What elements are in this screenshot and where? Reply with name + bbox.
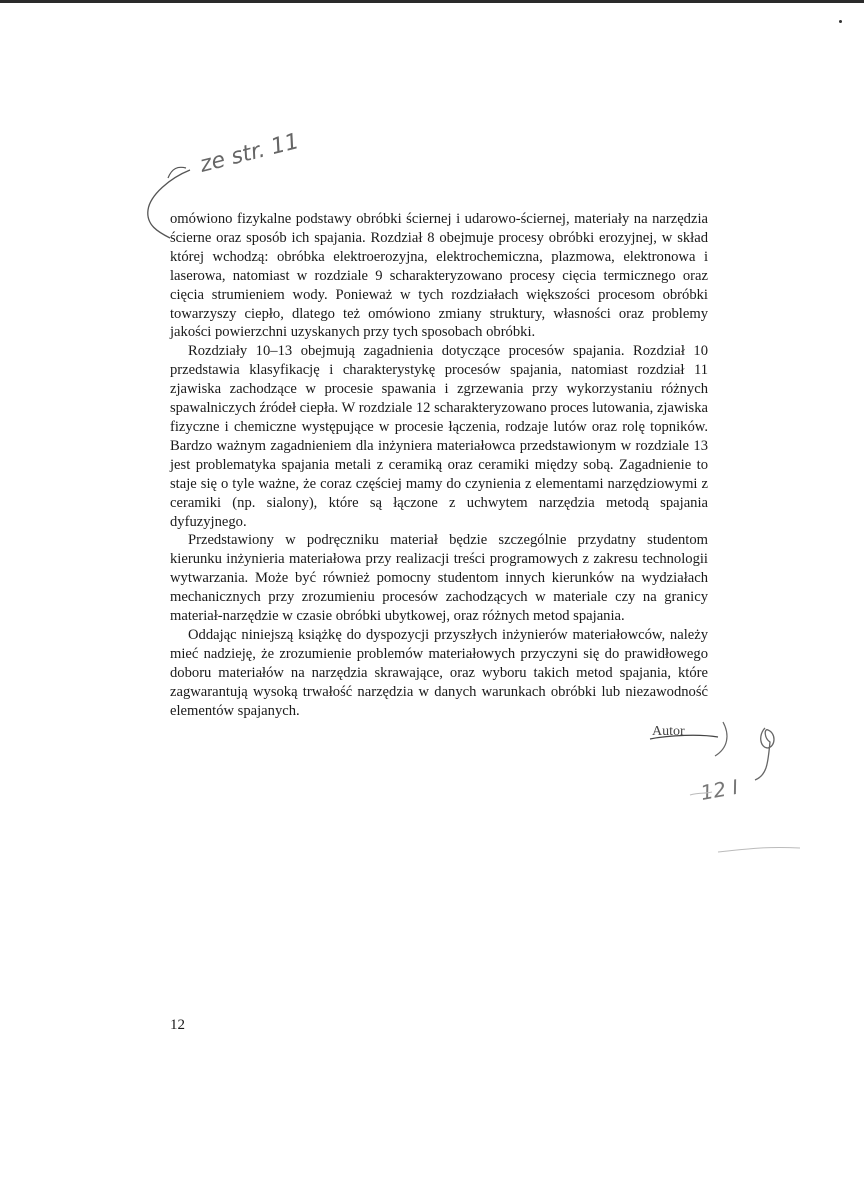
top-handwritten-note: ze str. 11 — [197, 129, 302, 178]
faint-scribble — [690, 792, 800, 852]
scan-speck — [839, 20, 842, 23]
page-number: 12 — [170, 1017, 185, 1033]
signature-loop — [755, 728, 774, 780]
paragraph-3: Przedstawiony w podręczniku materiał będzie szczególnie przydatny studentom kierunku inżynieria materiałowa przy realizacji treści programowych z zakresu technologii wytwarzania. Może być również pomocny studentom innych kierunków na wydziałach mechanicznych przy zrozumieniu procesów zachodzących w materiale czy na granicy materiał-narzędzie w czasie obróbki ubytkowej, oraz różnych metod spajania. — [170, 532, 708, 625]
signature-paren — [715, 722, 727, 756]
signature-note: 12 I — [698, 774, 741, 805]
paragraph-2: Rozdziały 10–13 obejmują zagadnienia dotyczące procesów spajania. Rozdział 10 przedstawia klasyfikację i charakterystykę procesów spajania, natomiast rozdział 11 zjawiska zachodzące w procesie spawania i zgrzewania przy wykorzystaniu różnych spawalniczych źródeł ciepła. W rozdziale 12 scharakteryzowano proces lutowania, zjawiska fizyczne i chemiczne występujące w procesie łączenia, rodzaje lutów oraz rolę topników. Bardzo ważnym zagadnieniem dla inżyniera materiałowca przedstawionym w rozdziale 13 jest problematyka spajania metali z ceramiką oraz ceramiki między sobą. Zagadnienie to staje się o tyle ważne, że coraz częściej mamy do czynienia z elementami narzędziowymi z ceramiki (np. sialony), które są łączone z uchwytem narzędzia metodą spajania dyfuzyjnego. — [170, 343, 708, 530]
paragraph-4: Oddając niniejszą książkę do dyspozycji przyszłych inżynierów materiałowców, należy mieć nadzieję, że zrozumienie problemów materiałowych przyczyni się do prawidłowego doboru materiałów na narzędzia skrawające, oraz wyboru takich metod spajania, które zagwarantują wysoką trwałość narzędzia w danych warunkach obróbki lub niezawodność elementów spajanych. — [170, 626, 708, 719]
margin-bracket-tick — [168, 167, 186, 178]
body-text — [170, 210, 708, 720]
author-label: Autor — [652, 724, 685, 739]
scan-edge — [0, 0, 864, 3]
paragraph-1: omówiono fizykalne podstawy obróbki ściernej i udarowo-ściernej, materiały na narzędzia ścierne oraz sposób ich spajania. Rozdział 8 obejmuje procesy obróbki erozyjnej, w skład której wchodzą: obróbka elektroerozyjna, elektrochemiczna, plazmowa, elektronowa i laserowa, natomiast w rozdziale 9 scharakteryzowano procesy cięcia termicznego oraz cięcia strumieniem wody. Ponieważ w tych rozdziałach większości procesom obróbki towarzyszy ciepło, dlatego też omówiono zmiany struktury, własności oraz problemy jakości powierzchni uzyskanych przy tych sposobach obróbki. — [170, 211, 708, 341]
